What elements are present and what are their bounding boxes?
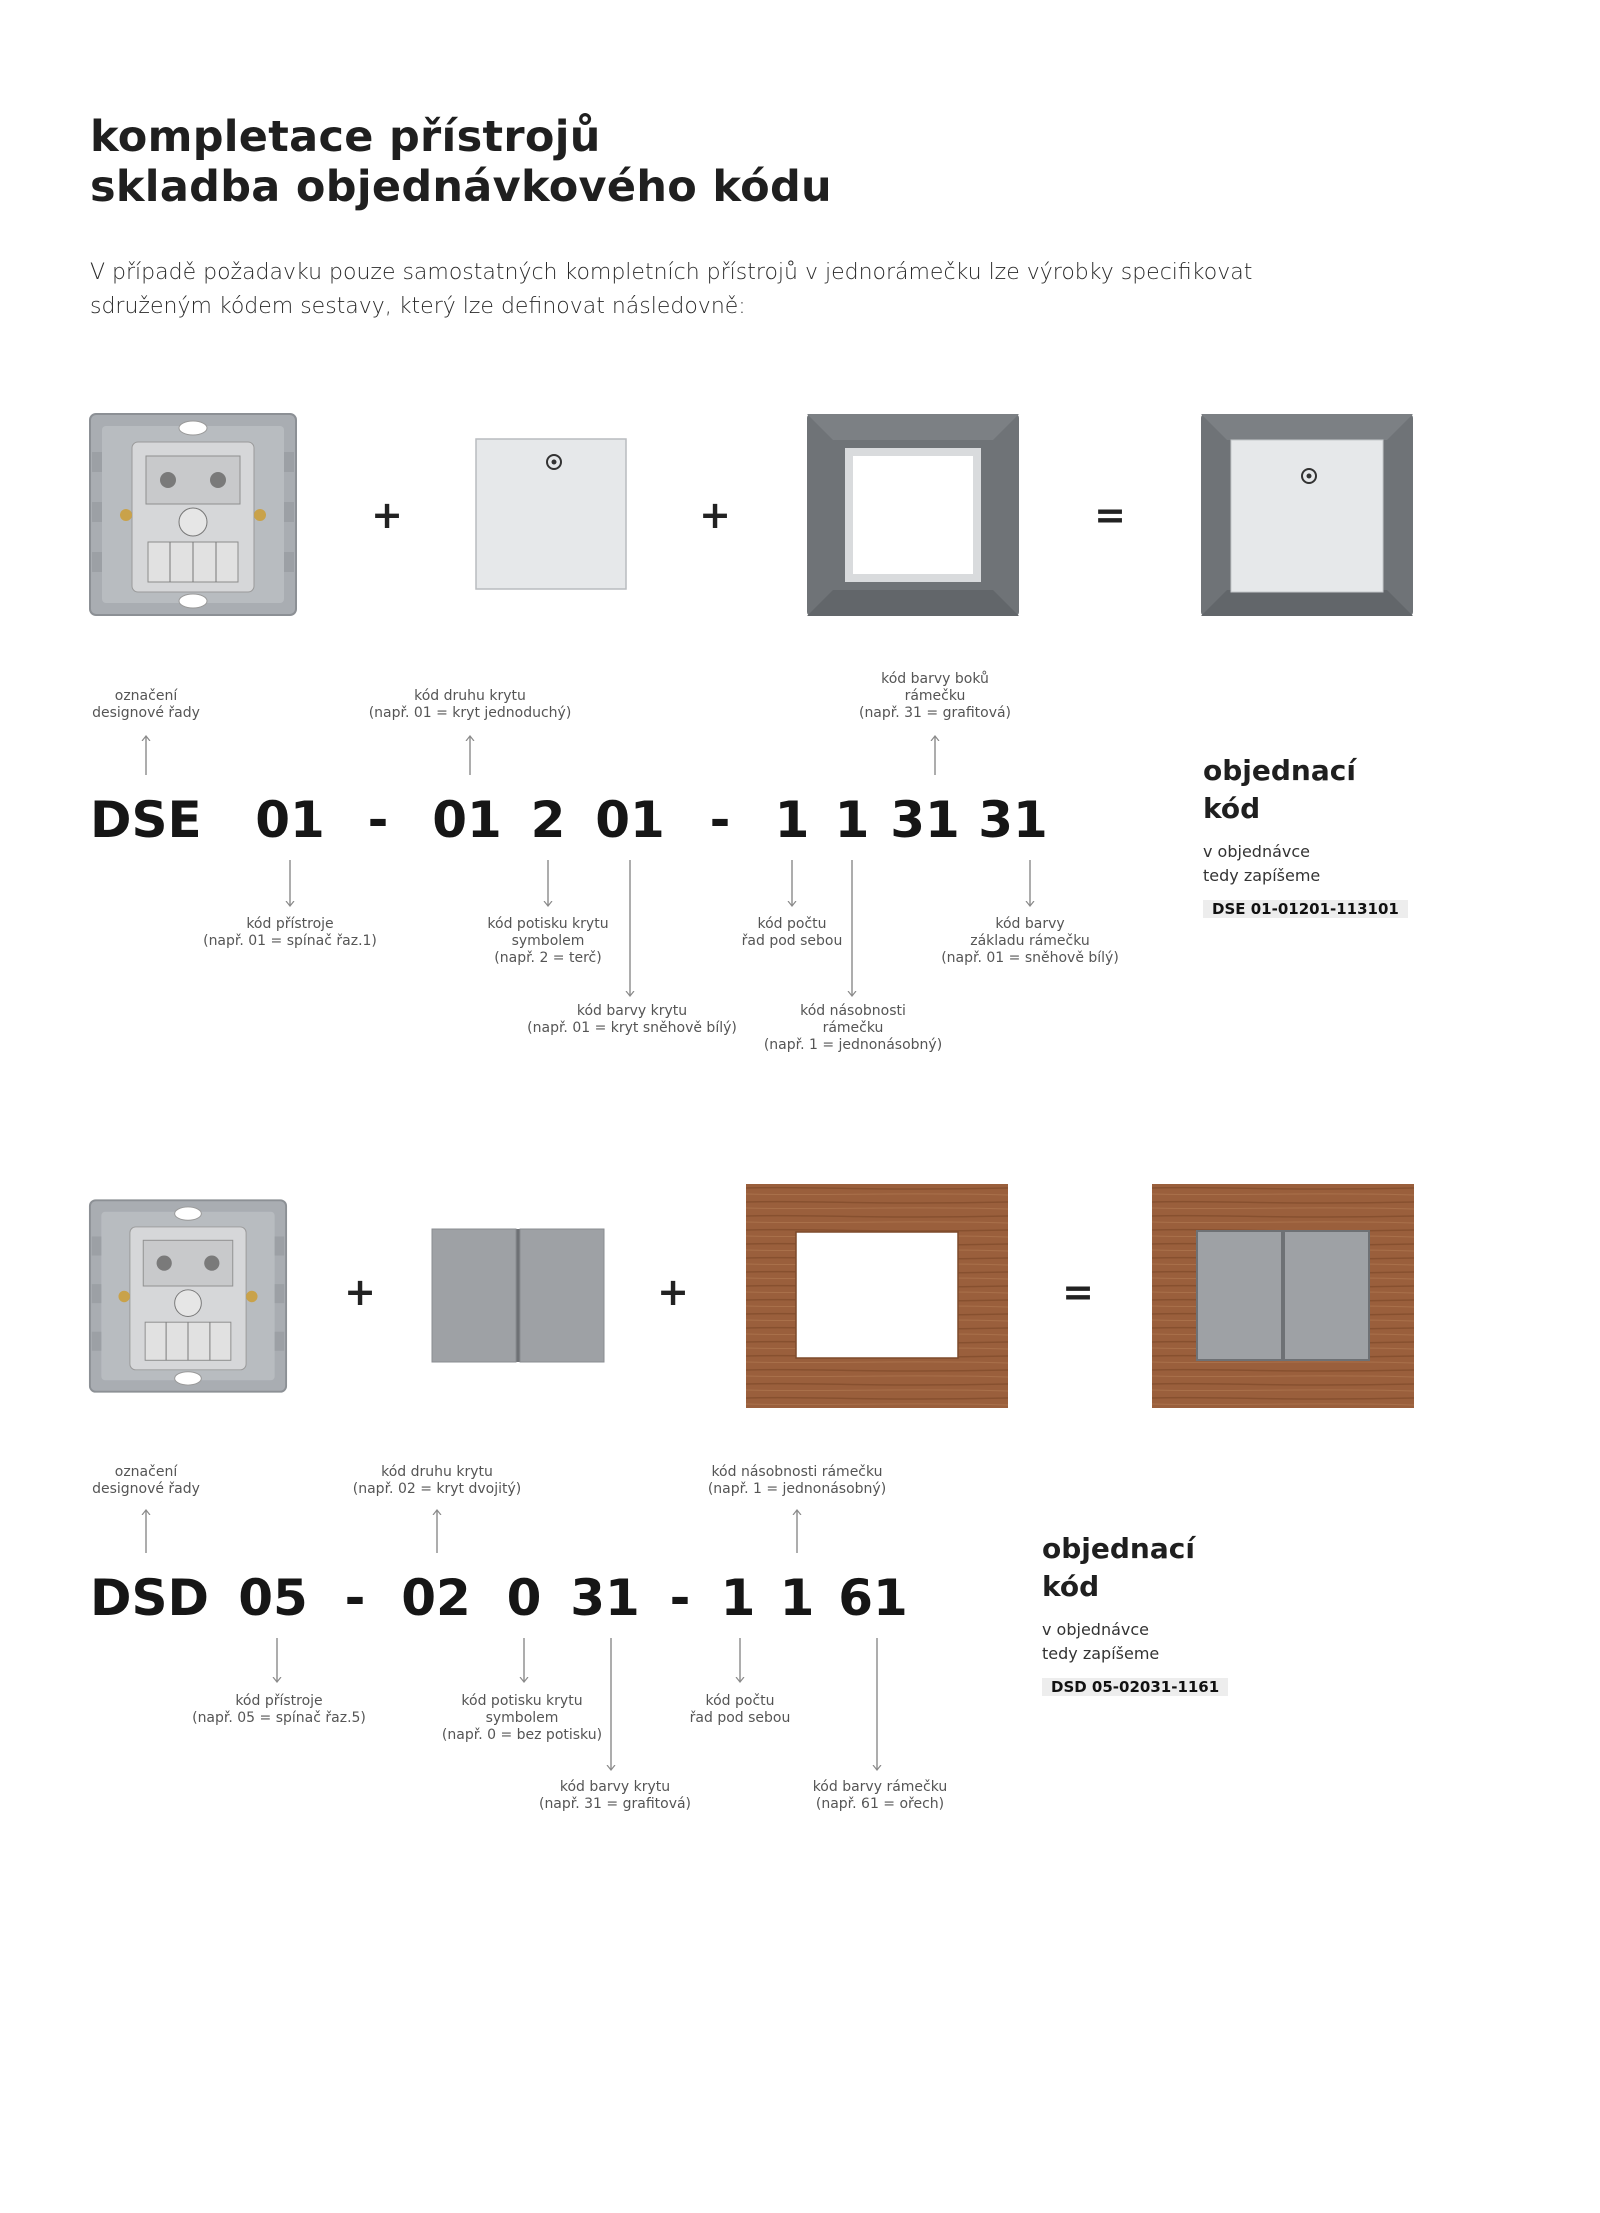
label-series-1: označení designové řady xyxy=(92,688,200,721)
order-sub-1a: v objednávce xyxy=(1203,842,1310,861)
code-rows-1: 1 xyxy=(774,791,810,849)
label-cover-type-1: kód druhu krytu (např. 01 = kryt jednoduchý) xyxy=(368,688,572,721)
order-sub-2a: v objednávce xyxy=(1042,1620,1149,1639)
order-title-2a: objednací xyxy=(1042,1532,1195,1565)
code-dash-1b: - xyxy=(709,791,731,849)
cover-image-2 xyxy=(431,1228,605,1363)
switch-mechanism-image-1 xyxy=(88,412,298,617)
result-image-2 xyxy=(1152,1184,1414,1408)
code-rows-2: 1 xyxy=(720,1569,756,1627)
intro-paragraph xyxy=(90,256,1410,324)
order-code-block-2 xyxy=(1042,1530,1228,1702)
code-multiplicity-2: 1 xyxy=(779,1569,815,1627)
code-frame-sides-1: 31 xyxy=(978,791,1048,849)
plus-sign-1a: + xyxy=(371,493,403,537)
switch-mechanism-image-2 xyxy=(88,1198,288,1394)
label-multiplicity-2: kód násobnosti rámečku (např. 1 = jednonásobný) xyxy=(707,1464,887,1497)
label-cover-color-1: kód barvy krytu (např. 01 = kryt sněhově bílý) xyxy=(527,1003,737,1036)
label-symbol-1: kód potisku krytu symbolem (např. 2 = terč) xyxy=(487,916,609,966)
intro-line-2: sdruženým kódem sestavy, který lze definovat následovně: xyxy=(90,294,746,319)
code-cover-type-2: 02 xyxy=(401,1569,471,1627)
code-frame-base-1: 31 xyxy=(890,791,960,849)
cover-image-1 xyxy=(475,438,627,590)
code-symbol-1: 2 xyxy=(530,791,566,849)
label-rows-1: kód počtu řad pod sebou xyxy=(741,916,843,949)
equals-sign-1: = xyxy=(1094,493,1126,537)
frame-image-2 xyxy=(746,1184,1008,1408)
order-title-1a: objednací xyxy=(1203,754,1356,787)
page-title xyxy=(90,112,832,212)
code-symbol-2: 0 xyxy=(506,1569,542,1627)
code-dash-2b: - xyxy=(669,1569,691,1627)
order-title-1b: kód xyxy=(1203,792,1261,825)
order-sub-1b: tedy zapíšeme xyxy=(1203,866,1321,885)
code-frame-color-2: 61 xyxy=(838,1569,908,1627)
frame-image-1 xyxy=(807,414,1019,616)
label-series-2: označení designové řady xyxy=(92,1464,200,1497)
label-device-2: kód přístroje (např. 05 = spínač řaz.5) xyxy=(192,1693,366,1726)
label-cover-type-2: kód druhu krytu (např. 02 = kryt dvojitý) xyxy=(352,1464,522,1497)
intro-line-1: V případě požadavku pouze samostatných kompletních přístrojů v jednorámečku lze výrobky specifikovat xyxy=(90,260,1253,285)
page-title-line-2: skladba objednávkového kódu xyxy=(90,162,832,212)
code-cover-color-1: 01 xyxy=(595,791,665,849)
result-image-1 xyxy=(1201,414,1413,616)
equals-sign-2: = xyxy=(1062,1270,1094,1314)
label-frame-color-2: kód barvy rámečku (např. 61 = ořech) xyxy=(812,1779,948,1812)
code-device-2: 05 xyxy=(238,1569,308,1627)
plus-sign-2b: + xyxy=(657,1270,689,1314)
page-title-line-1: kompletace přístrojů xyxy=(90,112,601,162)
plus-sign-2a: + xyxy=(344,1270,376,1314)
plus-sign-1b: + xyxy=(699,493,731,537)
code-cover-color-2: 31 xyxy=(570,1569,640,1627)
code-dash-1a: - xyxy=(367,791,389,849)
code-cover-type-1: 01 xyxy=(432,791,502,849)
code-series-1: DSE xyxy=(90,791,202,849)
order-title-2b: kód xyxy=(1042,1570,1100,1603)
order-sub-2b: tedy zapíšeme xyxy=(1042,1644,1160,1663)
code-series-2: DSD xyxy=(90,1569,210,1627)
label-rows-2: kód počtu řad pod sebou xyxy=(689,1693,791,1726)
label-frame-base-1: kód barvy základu rámečku (např. 01 = sněhově bílý) xyxy=(941,916,1119,966)
label-cover-color-2: kód barvy krytu (např. 31 = grafitová) xyxy=(538,1779,692,1812)
label-device-1: kód přístroje (např. 01 = spínač řaz.1) xyxy=(203,916,377,949)
code-multiplicity-1: 1 xyxy=(834,791,870,849)
label-symbol-2: kód potisku krytu symbolem (např. 0 = bez potisku) xyxy=(441,1693,603,1743)
code-device-1: 01 xyxy=(255,791,325,849)
code-dash-2a: - xyxy=(344,1569,366,1627)
order-code-block-1 xyxy=(1203,752,1408,924)
order-code-value-1: DSE 01-01201-113101 xyxy=(1203,900,1408,918)
label-frame-sides-1: kód barvy boků rámečku (např. 31 = grafitová) xyxy=(858,671,1012,721)
label-multiplicity-1: kód násobnosti rámečku (např. 1 = jednonásobný) xyxy=(763,1003,943,1053)
order-code-value-2: DSD 05-02031-1161 xyxy=(1042,1678,1228,1696)
